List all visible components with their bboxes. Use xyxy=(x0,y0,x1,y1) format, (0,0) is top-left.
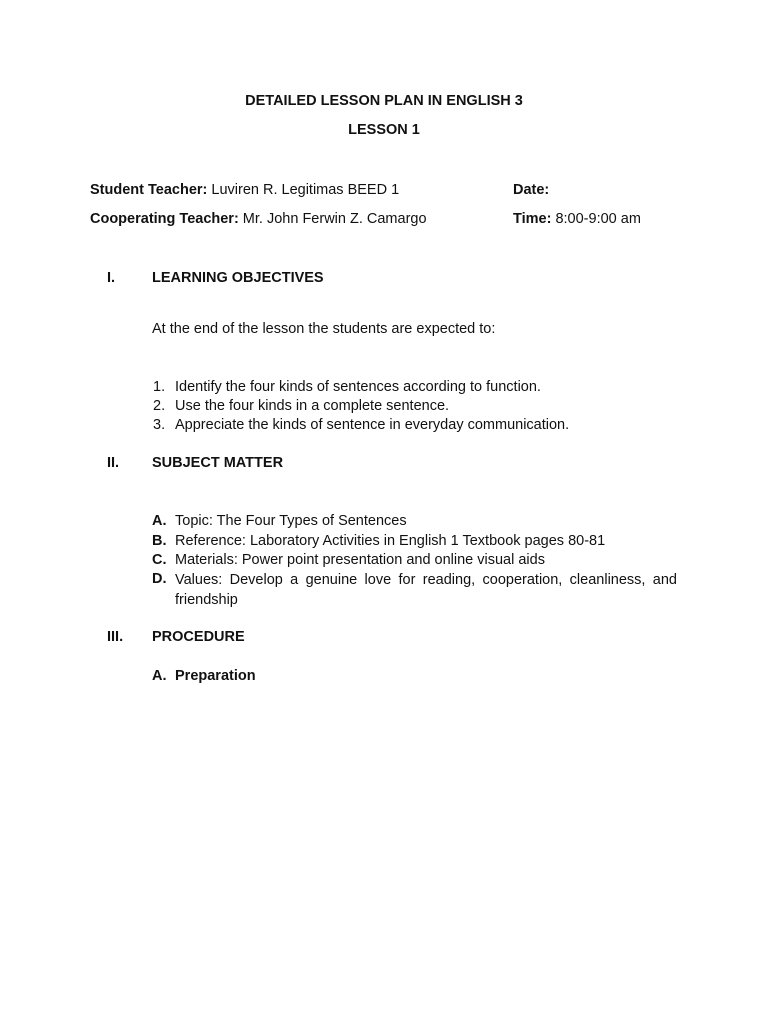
student-teacher-line xyxy=(90,182,399,198)
list-marker: A. xyxy=(152,513,167,529)
student-teacher-label: Student Teacher: xyxy=(90,182,208,198)
time-label: Time: xyxy=(513,211,552,227)
time-value: 8:00-9:00 am xyxy=(551,211,641,227)
section-heading-procedure: PROCEDURE xyxy=(152,629,245,645)
list-marker: A. xyxy=(152,668,167,684)
section-heading-subject-matter: SUBJECT MATTER xyxy=(152,455,284,471)
subsection-heading-preparation: Preparation xyxy=(175,668,256,684)
list-item: Values: Develop a genuine love for reading, cooperation, cleanliness, and friendship xyxy=(175,572,677,608)
date-label: Date: xyxy=(513,182,550,198)
objectives-intro: At the end of the lesson the students are expected to: xyxy=(152,321,496,337)
list-item: Use the four kinds in a complete sentence. xyxy=(175,398,450,414)
list-marker: 3. xyxy=(153,417,166,433)
section-numeral-objectives: I. xyxy=(107,270,116,286)
lesson-number: LESSON 1 xyxy=(348,122,420,138)
date-line xyxy=(513,182,549,198)
list-marker: D. xyxy=(152,571,167,587)
cooperating-teacher-line xyxy=(90,211,427,227)
student-teacher-value: Luviren R. Legitimas BEED 1 xyxy=(207,182,400,198)
list-marker: B. xyxy=(152,533,167,549)
cooperating-teacher-label: Cooperating Teacher: xyxy=(90,211,239,227)
list-marker: 1. xyxy=(153,379,166,395)
section-heading-objectives: LEARNING OBJECTIVES xyxy=(152,270,324,286)
list-item: Appreciate the kinds of sentence in everyday communication. xyxy=(175,417,570,433)
document-title: DETAILED LESSON PLAN IN ENGLISH 3 xyxy=(245,93,523,109)
list-marker: C. xyxy=(152,552,167,568)
list-item: Topic: The Four Types of Sentences xyxy=(175,513,407,529)
time-line xyxy=(513,211,641,227)
list-item: Materials: Power point presentation and online visual aids xyxy=(175,552,545,568)
cooperating-teacher-value: Mr. John Ferwin Z. Camargo xyxy=(238,211,427,227)
section-numeral-procedure: III. xyxy=(107,629,124,645)
list-item: Reference: Laboratory Activities in English 1 Textbook pages 80-81 xyxy=(175,533,606,549)
list-item: Identify the four kinds of sentences according to function. xyxy=(175,379,541,395)
list-marker: 2. xyxy=(153,398,166,414)
section-numeral-subject-matter: II. xyxy=(107,455,120,471)
